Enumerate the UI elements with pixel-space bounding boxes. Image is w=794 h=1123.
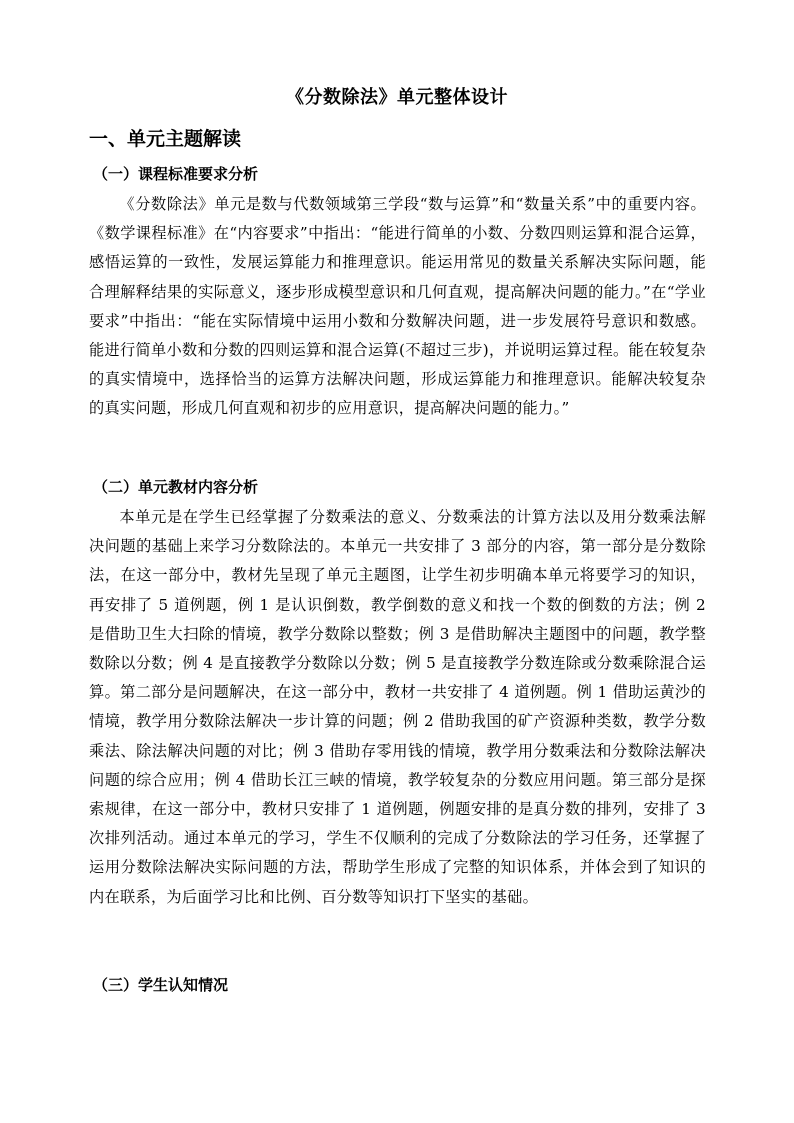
paragraph-curriculum-standards: 《分数除法》单元是数与代数领域第三学段“数与运算”和“数量关系”中的重要内容。《数学课程标准》在“内容要求”中指出：“能进行简单的小数、分数四则运算和混合运算，感悟运算的一致性，发展运算能力和推理意识。能运用常见的数量关系解决实际问题，能合理解释结果的实际意义，逐步形成模型意识和几何直观，提高解决问题的能力。”在“学业要求”中指出：“能在实际情境中运用小数和分数解决问题，进一步发展符号意识和数感。能进行简单小数和分数的四则运算和混合运算(不超过三步)，并说明运算过程。能在较复杂的真实情境中，选择恰当的运算方法解决问题，形成运算能力和推理意识。能解决较复杂的真实问题，形成几何直观和初步的应用意识，提高解决问题的能力。” xyxy=(89,195,706,418)
subsection-heading-textbook-content: （二）单元教材内容分析 xyxy=(93,478,259,496)
paragraph-textbook-content: 本单元是在学生已经掌握了分数乘法的意义、分数乘法的计算方法以及用分数乘法解决问题的基础上来学习分数除法的。本单元一共安排了 3 部分的内容，第一部分是分数除法，在这一部分中，教材先呈现了单元主题图，让学生初步明确本单元将要学习的知识，再安排了 5 道例题，例 1 是认识倒数，教学倒数的意义和找一个数的倒数的方法；例 2 是借助卫生大扫除的情境，教学分数除以整数；例 3 是借助解决主题图中的问题，教学整数除以分数；例 4 是直接教学分数除以分数；例 5 是直接教学分数连除或分数乘除混合运算。第二部分是问题解决，在这一部分中，教材一共安排了 4 道例题。例 1 借助运黄沙的情境，教学用分数除法解决一步计算的问题；例 2 借助我国的矿产资源种类数，教学分数乘法、除法解决问题的对比；例 3 借助存零用钱的情境，教学用分数乘法和分数除法解决问题的综合应用；例 4 借助长江三峡的情境，教学较复杂的分数应用问题。第三部分是探索规律，在这一部分中，教材只安排了 1 道例题，例题安排的是真分数的排列，安排了 3 次排列活动。通过本单元的学习，学生不仅顺利的完成了分数除法的学习任务，还掌握了运用分数除法解决实际问题的方法，帮助学生形成了完整的知识体系，并体会到了知识的内在联系，为后面学习比和比例、百分数等知识打下坚实的基础。 xyxy=(89,508,706,906)
section-heading-unit-theme: 一、单元主题解读 xyxy=(89,128,242,150)
subsection-heading-student-cognition: （三）学生认知情况 xyxy=(93,976,229,994)
document-title: 《分数除法》单元整体设计 xyxy=(286,87,508,108)
subsection-heading-curriculum-standards: （一）课程标准要求分析 xyxy=(93,165,259,183)
